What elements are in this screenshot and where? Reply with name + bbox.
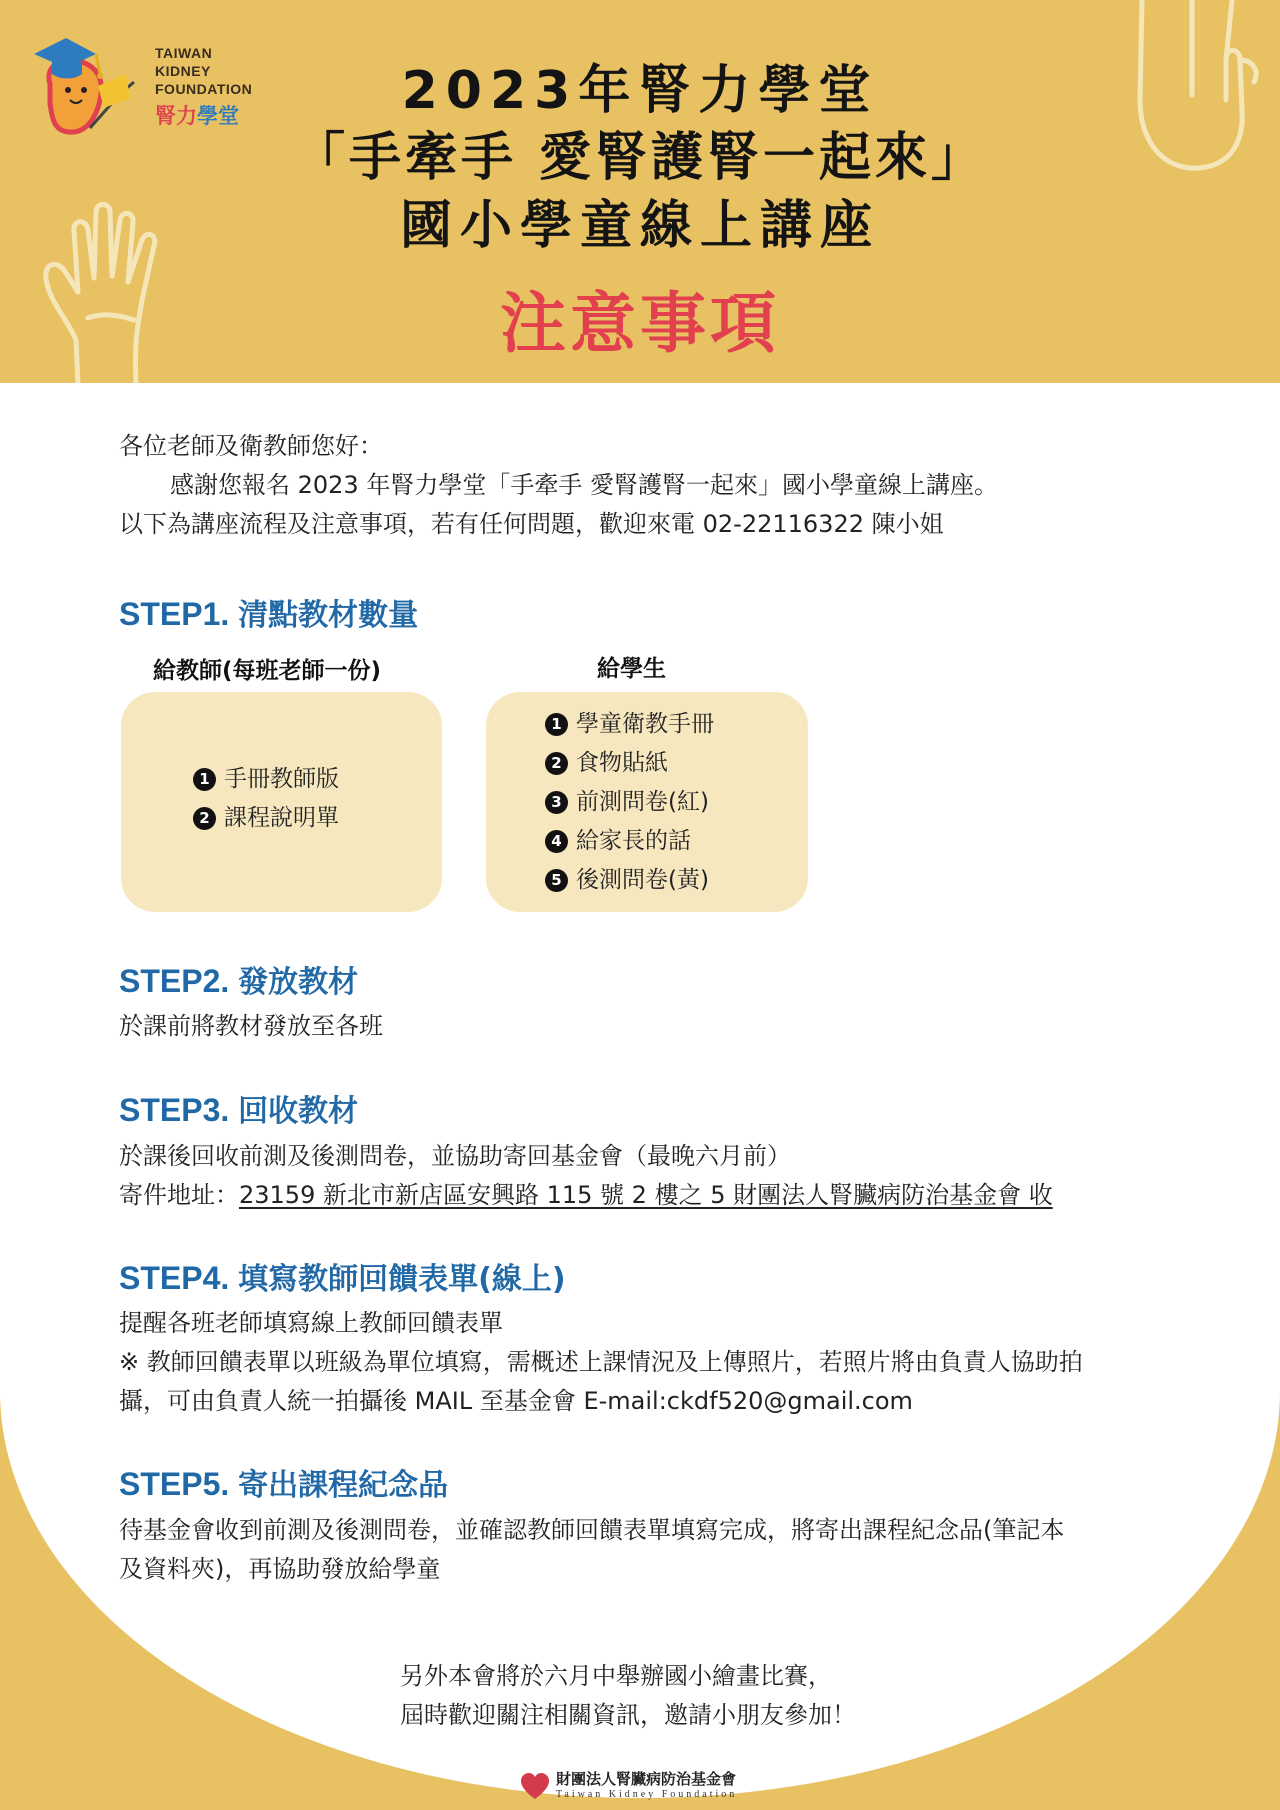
list-item-text: 後測問卷(黃): [576, 867, 709, 893]
step2-title: 發放教材: [238, 965, 359, 1000]
list-item: [545, 744, 714, 783]
list-item: [193, 799, 339, 838]
closing-line-1: 另外本會將於六月中舉辦國小繪畫比賽，: [400, 1662, 832, 1690]
logo-line-3: FOUNDATION: [155, 81, 253, 97]
notice-heading: 注意事項: [500, 285, 780, 362]
header-banner: [0, 0, 1280, 383]
list-item-text: 課程說明單: [224, 805, 339, 831]
step3-title: 回收教材: [238, 1094, 359, 1129]
step3-address-line: [119, 1176, 1053, 1215]
step5-body-1: 待基金會收到前測及後測問卷，並確認教師回饋表單填寫完成，將寄出課程紀念品(筆記本: [119, 1516, 1065, 1544]
address-label: 寄件地址：: [119, 1181, 239, 1209]
logo-line-2: KIDNEY: [155, 63, 211, 79]
step4-body-2: ※ 教師回饋表單以班級為單位填寫，需概述上課情況及上傳照片，若照片將由負責人協助拍: [119, 1348, 1083, 1376]
number-badge-icon: 2: [545, 752, 568, 775]
step4-body-1: 提醒各班老師填寫線上教師回饋表單: [119, 1309, 503, 1337]
number-badge-icon: 1: [545, 713, 568, 736]
student-materials-heading: 給學生: [597, 656, 666, 682]
intro-greeting: 各位老師及衛教師您好：: [119, 432, 383, 460]
intro-line-1: 感謝您報名 2023 年腎力學堂「手牽手 愛腎護腎一起來」國小學童線上講座。: [170, 471, 998, 499]
list-item-text: 食物貼紙: [576, 750, 668, 776]
step5-title: 寄出課程紀念品: [238, 1468, 449, 1503]
step3-body: 於課後回收前測及後測問卷，並協助寄回基金會（最晚六月前）: [119, 1142, 791, 1170]
list-item: [545, 783, 714, 822]
footer-org-zh: 財團法人腎臟病防治基金會: [556, 1770, 737, 1788]
list-item: [545, 705, 714, 744]
heart-logo-icon: [520, 1772, 550, 1802]
step4-title: 填寫教師回饋表單(線上): [238, 1262, 566, 1297]
number-badge-icon: 4: [545, 830, 568, 853]
student-materials-list: [545, 705, 714, 900]
list-item-text: 前測問卷(紅): [576, 789, 709, 815]
step2-label: STEP2.: [119, 963, 230, 999]
step5-heading: [119, 1460, 448, 1504]
number-badge-icon: 5: [545, 869, 568, 892]
number-badge-icon: 3: [545, 791, 568, 814]
logo-brand-part2: 學堂: [197, 104, 239, 128]
step2-body: 於課前將教材發放至各班: [119, 1012, 383, 1040]
logo-brand-part1: 腎力: [155, 104, 197, 128]
step4-label: STEP4.: [119, 1260, 230, 1296]
step3-label: STEP3.: [119, 1092, 230, 1128]
step4-body-3: 攝，可由負責人統一拍攝後 MAIL 至基金會 E-mail:ckdf520@gmail.com: [119, 1387, 913, 1415]
intro-line-2: 以下為講座流程及注意事項，若有任何問題，歡迎來電 02-22116322 陳小姐: [119, 510, 944, 538]
step2-heading: [119, 957, 358, 1001]
step4-heading: [119, 1254, 566, 1298]
step1-label: STEP1.: [119, 596, 230, 632]
footer-foundation-logo: [520, 1770, 737, 1804]
step1-title: 清點教材數量: [238, 598, 419, 633]
list-item: [545, 822, 714, 861]
step5-label: STEP5.: [119, 1466, 230, 1502]
step5-body-2: 及資料夾)，再協助發放給學童: [119, 1555, 441, 1583]
footer-org-en: Taiwan Kidney Foundation: [556, 1789, 738, 1800]
step1-heading: [119, 590, 418, 634]
title-line-1: 2023年腎力學堂: [401, 61, 879, 121]
closing-line-2: 屆時歡迎關注相關資訊，邀請小朋友參加！: [400, 1701, 856, 1729]
list-item: [193, 760, 339, 799]
teacher-materials-list: [193, 760, 339, 838]
title-line-3: 國小學童線上講座: [399, 196, 880, 256]
mailing-address: 23159 新北市新店區安興路 115 號 2 樓之 5 財團法人腎臟病防治基金會 收: [239, 1181, 1053, 1209]
list-item: [545, 861, 714, 900]
list-item-text: 學童衛教手冊: [576, 711, 714, 737]
list-item-text: 手冊教師版: [224, 766, 339, 792]
title-line-2: 「手牽手 愛腎護腎一起來」: [292, 128, 988, 188]
step3-heading: [119, 1086, 358, 1130]
teacher-materials-heading: 給教師(每班老師一份): [153, 658, 382, 684]
number-badge-icon: 1: [193, 768, 216, 791]
logo-line-1: TAIWAN: [155, 45, 213, 61]
number-badge-icon: 2: [193, 807, 216, 830]
list-item-text: 給家長的話: [576, 828, 691, 854]
